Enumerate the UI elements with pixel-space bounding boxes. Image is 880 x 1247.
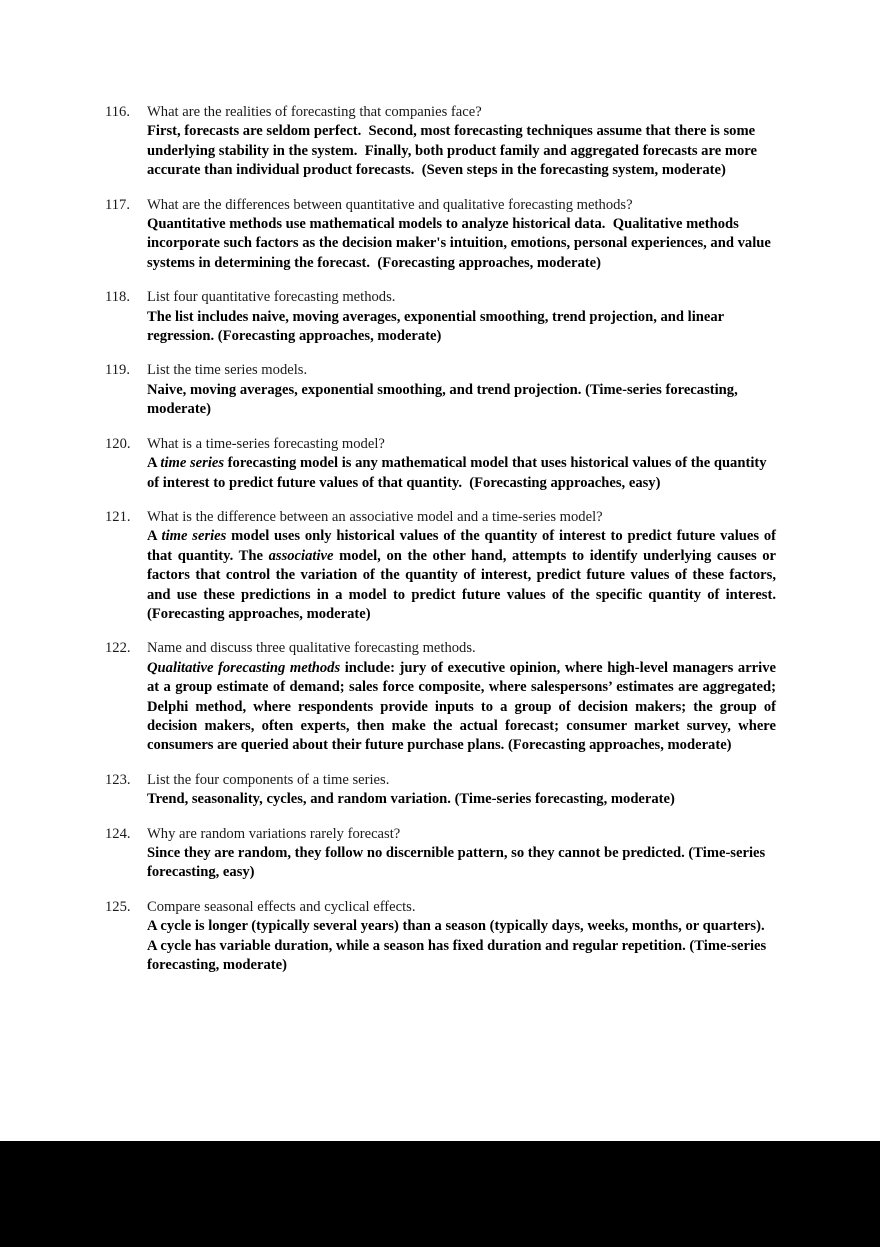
answer-segment: include: jury of executive opinion, where high-level managers arrive at a group estimate of demand; sales force composite, where salespersons’ estimates are aggregated; Delphi method, where respondents provide inputs to a group of decision makers; the group of decision makers, often experts, then make the actual forecast; consumer market survey, where consumers are queried about their future purchase plans. (Forecasting approaches, moderate) bbox=[147, 659, 780, 754]
question-text: Why are random variations rarely forecast? bbox=[147, 825, 401, 842]
question-number: 116. bbox=[105, 104, 130, 120]
question-number: 119. bbox=[105, 362, 130, 379]
question-line bbox=[105, 898, 776, 917]
answer-text bbox=[147, 215, 776, 273]
question-line bbox=[105, 361, 776, 380]
answer-italic-segment: associative bbox=[268, 547, 334, 564]
question-number: 118. bbox=[105, 289, 130, 306]
question-text: Compare seasonal effects and cyclical effects. bbox=[147, 898, 416, 915]
bottom-black-bar bbox=[0, 1141, 880, 1247]
question-number: 125. bbox=[105, 898, 131, 915]
answer-segment: model uses only historical values of the quantity of interest to predict future values of that quantity. The bbox=[147, 528, 780, 564]
question-text: List the four components of a time series. bbox=[147, 771, 390, 788]
answer-segment: A bbox=[147, 455, 161, 472]
question-item bbox=[105, 361, 776, 419]
question-line bbox=[105, 639, 776, 658]
question-line bbox=[105, 196, 776, 215]
answer-segment: model, on the other hand, attempts to identify underlying causes or factors that control the variation of the quantity of interest, predict future values of these factors, and use these predictions in a model to predict future values of the specific quantity of interest. (Forecasting approaches, moderate) bbox=[147, 547, 784, 622]
question-line bbox=[105, 103, 776, 122]
answer-italic-segment: Qualitative forecasting methods bbox=[147, 659, 341, 676]
question-item bbox=[105, 288, 776, 346]
answer-segment: A bbox=[147, 528, 162, 545]
answer-segment: A cycle is longer (typically several years) than a season (typically days, weeks, months, or quarters). A cycle has variable duration, while a season has fixed duration and regular repetition. (Time-series forecasting, moderate) bbox=[147, 918, 772, 974]
answer-text bbox=[147, 381, 776, 420]
question-number: 123. bbox=[105, 771, 131, 788]
question-item bbox=[105, 825, 776, 883]
question-text: What are the differences between quantitative and qualitative forecasting methods? bbox=[147, 196, 633, 213]
question-item bbox=[105, 771, 776, 810]
answer-text bbox=[147, 308, 776, 347]
question-text: What are the realities of forecasting that companies face? bbox=[147, 104, 482, 120]
answer-segment: forecasting model is any mathematical model that uses historical values of the quantity of interest to predict future values of that quantity. (Forecasting approaches, easy) bbox=[147, 455, 771, 491]
question-number: 124. bbox=[105, 825, 131, 842]
question-item bbox=[105, 196, 776, 274]
question-number: 120. bbox=[105, 435, 131, 452]
answer-text bbox=[147, 454, 776, 493]
question-text: List the time series models. bbox=[147, 362, 308, 379]
answer-text bbox=[147, 527, 784, 624]
question-line bbox=[105, 435, 776, 454]
answer-text bbox=[147, 122, 776, 180]
question-item bbox=[105, 103, 776, 181]
question-item bbox=[105, 435, 776, 493]
answer-segment: Trend, seasonality, cycles, and random variation. (Time-series forecasting, moderate) bbox=[147, 791, 675, 808]
question-number: 122. bbox=[105, 640, 131, 657]
question-line bbox=[105, 771, 776, 790]
question-number: 121. bbox=[105, 508, 131, 525]
question-text: Name and discuss three qualitative forecasting methods. bbox=[147, 640, 476, 657]
question-text: List four quantitative forecasting methods. bbox=[147, 289, 396, 306]
answer-text bbox=[147, 659, 780, 756]
answer-italic-segment: time series bbox=[161, 528, 227, 545]
question-line bbox=[105, 825, 776, 844]
answer-segment: First, forecasts are seldom perfect. Second, most forecasting techniques assume that there is some underlying stability in the system. Finally, both product family and aggregated forecasts are more accurate than individual product forecasts. (Seven steps in the forecasting system, moderate) bbox=[147, 123, 761, 179]
answer-segment: Naive, moving averages, exponential smoothing, and trend projection. (Time-series forecasting, moderate) bbox=[147, 381, 742, 418]
answer-text bbox=[147, 790, 776, 809]
answer-segment: Since they are random, they follow no discernible pattern, so they cannot be predicted. (Time-series forecasting, easy) bbox=[147, 845, 769, 881]
question-line bbox=[105, 288, 776, 307]
question-item bbox=[105, 639, 780, 755]
question-text: What is a time-series forecasting model? bbox=[147, 435, 385, 452]
question-line bbox=[105, 508, 776, 527]
question-item bbox=[105, 898, 776, 976]
question-text: What is the difference between an associative model and a time-series model? bbox=[147, 508, 603, 525]
question-number: 117. bbox=[105, 196, 130, 213]
answer-text bbox=[147, 844, 776, 883]
answer-italic-segment: time series bbox=[160, 455, 225, 472]
answer-segment: Quantitative methods use mathematical models to analyze historical data. Qualitative methods incorporate such factors as the decision maker's intuition, emotions, personal experiences, and value systems in determining the forecast. (Forecasting approaches, moderate) bbox=[147, 216, 775, 271]
answer-segment: The list includes naive, moving averages, exponential smoothing, trend projection, and linear regression. (Forecasting approaches, moderate) bbox=[147, 308, 728, 345]
answer-text bbox=[147, 917, 776, 975]
question-item bbox=[105, 508, 784, 624]
